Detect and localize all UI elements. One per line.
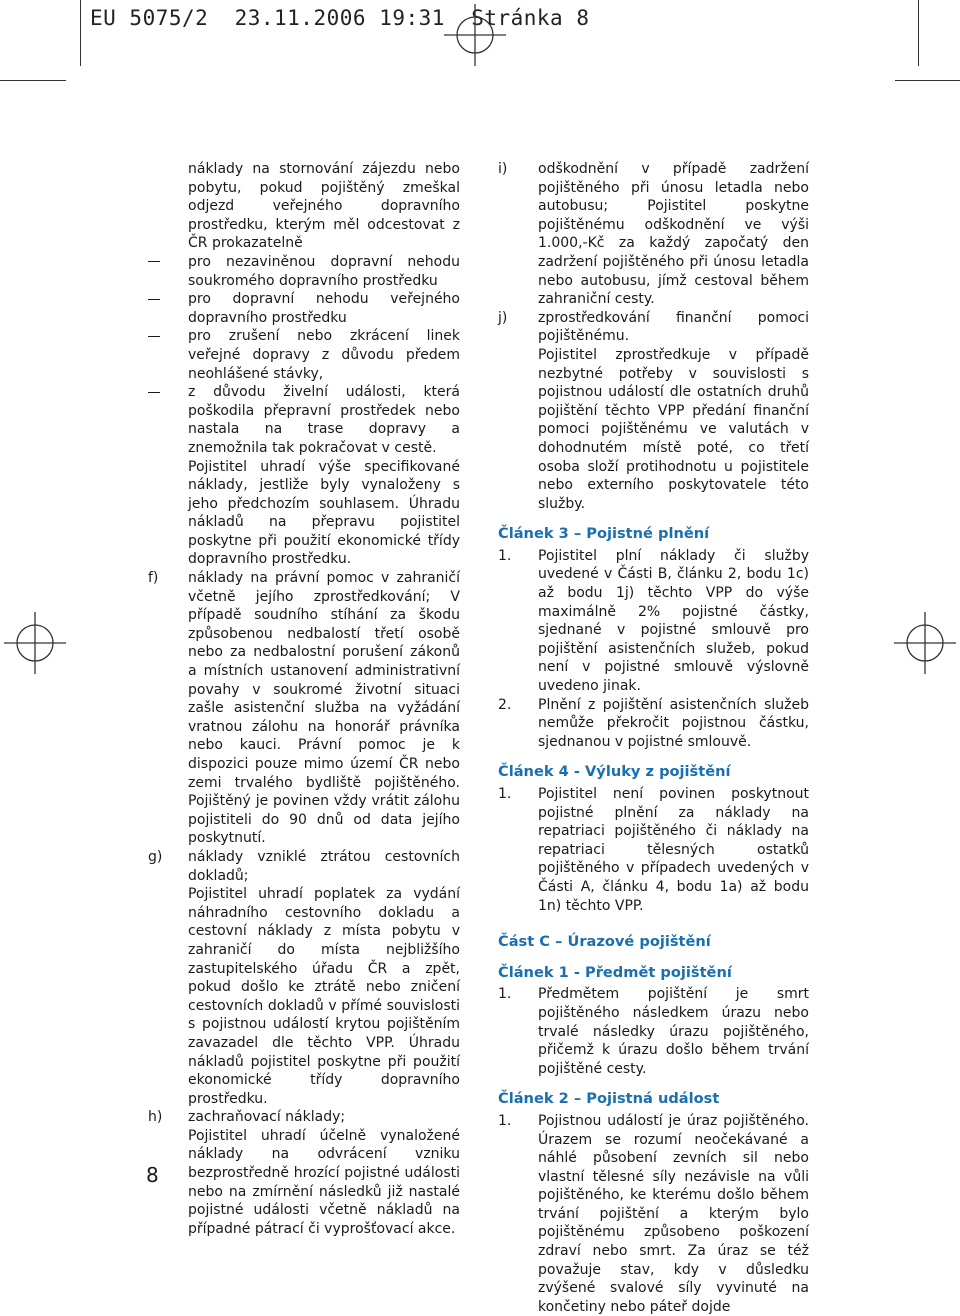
registration-mark-left xyxy=(4,612,66,674)
dash-marker xyxy=(148,290,160,309)
registration-mark-right xyxy=(894,612,956,674)
item-h xyxy=(148,1108,460,1238)
registration-mark-top xyxy=(444,4,506,66)
dash-text: pro zrušení nebo zkrácení linek veřejné dopravy z důvodu předem neohlášené stávky, xyxy=(188,328,460,382)
crop-mark xyxy=(918,0,919,66)
item-text: náklady na právní pomoc v zahraničí včetně jejího zprostředkování; V případě soudního stíhání za škodu způsobenou nedbalostí třetí osobě nebo za nedbalostní porušení zákonů a místních ustanovení administrativní povahy v soukromé životní situaci zašle asistenční služba na vyžádání vratnou zálohu na honorář právníka nebo kauci. Právní pomoc je k dispozici pouze mimo území ČR nebo zemi trvalého bydliště pojištěného. Pojištěný je povinen vždy vrátit zálohu pojistiteli do 90 dnů od data jejího poskytnutí. xyxy=(188,570,460,847)
item-i xyxy=(498,160,809,309)
item-marker: j) xyxy=(498,309,508,326)
dash-text: pro dopravní nehodu veřejného dopravního prostředku xyxy=(188,291,460,326)
item-g xyxy=(148,848,460,1108)
section-heading: Článek 1 - Předmět pojištění xyxy=(498,963,732,981)
dash-marker xyxy=(148,383,160,402)
part-heading: Část C – Úrazové pojištění xyxy=(498,933,711,951)
numbered-item xyxy=(498,1112,809,1316)
item-marker: g) xyxy=(148,848,163,865)
item-number: 2. xyxy=(498,696,512,713)
dash-marker xyxy=(148,253,160,272)
item-text: Pojistnou událostí je úraz pojištěného. Úrazem se rozumí neočekávané a náhlé působení zevních sil nebo vlastní tělesné síly nezávisle na vůli pojištěného, ke kterému došlo během trvání pojištění a kterým bylo pojištěnému způsobeno poškození zdraví nebo smrt. Za úraz se též považuje stav, kdy v důsledku zvýšené svalové síly vyvinuté na končetiny nebo páteř dojde xyxy=(538,1112,809,1315)
section-heading: Článek 4 - Výluky z pojištění xyxy=(498,763,731,781)
item-text: odškodnění v případě zadržení pojištěného při únosu letadla nebo autobusu; Pojistitel poskytne pojištěnému odškodnění ve výši 1.000,-Kč za každý započatý den zadržení pojištěného při únosu letadla nebo autobusu, jímž cestoval během zahraniční cesty. xyxy=(538,161,809,308)
print-slug xyxy=(90,6,590,30)
page-number: 8 xyxy=(146,1163,159,1187)
slug-doc: EU 5075/2 xyxy=(90,6,209,30)
item-marker: f) xyxy=(148,570,159,587)
dash-text: z důvodu živelní události, která poškodila přepravní prostředek nebo nastala na trase dopravy a znemožnila tak pokračovat v cestě. xyxy=(188,384,460,456)
numbered-item xyxy=(498,696,809,752)
slug-page: Stránka 8 xyxy=(471,6,590,30)
item-e-closing xyxy=(148,458,460,570)
item-text: Předmětem pojištění je smrt pojištěného následkem úrazu nebo trvalé následky úrazu pojištěného, přičemž k úrazu došlo během trvání pojištěné cesty. xyxy=(538,986,809,1077)
item-text: Pojistitel uhradí výše specifikované náklady, jestliže byly vynaloženy s jeho předchozím souhlasem. Úhradu nákladů na přepravu pojistitel poskytne při použití ekonomické třídy dopravního prostředku. xyxy=(188,458,460,568)
left-column xyxy=(148,160,460,1238)
item-text: Plnění z pojištění asistenčních služeb nemůže překročit pojistnou částku, sjednanou v pojistné smlouvě. xyxy=(538,696,809,750)
item-text: Pojistitel plní náklady či služby uvedené v Části B, článku 2, bodu 1c) až bodu 1j) těchto VPP do výše maximálně 2% pojistné částky, sjednané v pojistné smlouvě pro pojištění asistenčních služeb, pokud není v pojistné smlouvě výslovně uvedeno jinak. xyxy=(538,547,809,695)
item-text: Pojistitel zprostředkuje v případě nezbytné potřeby v souvislosti s pojistnou událostí dle ostatních druhů pojištění těchto VPP předání finanční pomoci pojištěnému ve valutách v dohodnutém místě poté, co třetí osoba složí protihodnotu u pojistitele nebo externího poskytovatele této služby. xyxy=(538,346,809,512)
section-heading: Článek 3 – Pojistné plnění xyxy=(498,525,710,543)
dash-marker xyxy=(148,327,160,346)
item-number: 1. xyxy=(498,1112,512,1129)
dash-text: pro nezaviněnou dopravní nehodu soukromého dopravního prostředku xyxy=(188,253,460,289)
dash-item xyxy=(148,253,460,290)
item-text: Pojistitel není povinen poskytnout pojistné plnění za náklady na repatriaci pojištěného či náklady na repatriaci tělesných ostatků pojištěného v případech uvedených v Části A, článku 4, bodu 1a) až bodu 1n) těchto VPP. xyxy=(538,786,809,914)
item-e-continuation xyxy=(148,160,460,253)
slug-date: 23.11.2006 xyxy=(234,6,367,30)
item-number: 1. xyxy=(498,786,512,802)
crop-mark xyxy=(0,80,66,81)
item-number: 1. xyxy=(498,986,512,1003)
item-j xyxy=(498,309,809,514)
right-column xyxy=(498,160,809,1316)
item-text: Pojistitel uhradí poplatek za vydání náhradního cestovního dokladu a cestovní náklady z místa pobytu v zahraničí do místa nejbližšího zastupitelského úřadu ČR a zpět, pokud došlo ke ztrátě nebo zničení cestovních dokladů v přímé souvislosti s pojistnou událostí krytou pojištěním zavazadel dle těchto VPP. Úhradu nákladů pojistitel poskytne při použití ekonomické třídy dopravního prostředku. xyxy=(188,886,460,1107)
item-text: Pojistitel uhradí účelně vynaložené náklady na odvrácení vzniku bezprostředně hrozící pojistné události nebo na zmírnění následků již nastalé pojistné události včetně nákladů na případné pátrací či vyprošťovací akce. xyxy=(188,1127,460,1237)
item-title: zachraňovací náklady; xyxy=(188,1109,346,1126)
crop-mark xyxy=(895,80,960,81)
numbered-item xyxy=(498,547,809,696)
item-marker: h) xyxy=(148,1109,163,1126)
numbered-item xyxy=(498,985,809,1078)
item-title: zprostředkování finanční pomoci pojištěnému. xyxy=(538,309,809,345)
dash-item xyxy=(148,290,460,327)
item-number: 1. xyxy=(498,547,512,564)
item-title: náklady vzniklé ztrátou cestovních dokladů; xyxy=(188,848,460,884)
slug-time: 19:31 xyxy=(379,6,445,30)
item-text: náklady na stornování zájezdu nebo pobytu, pokud pojištěný zmeškal odjezd veřejného dopravního prostředku, kterým měl odcestovat z ČR prokazatelně xyxy=(188,161,460,252)
dash-item xyxy=(148,383,460,457)
item-f xyxy=(148,569,460,848)
section-heading: Článek 2 – Pojistná událost xyxy=(498,1090,720,1108)
item-marker: i) xyxy=(498,161,508,177)
crop-mark xyxy=(80,0,81,66)
numbered-item xyxy=(498,785,809,915)
dash-item xyxy=(148,327,460,383)
